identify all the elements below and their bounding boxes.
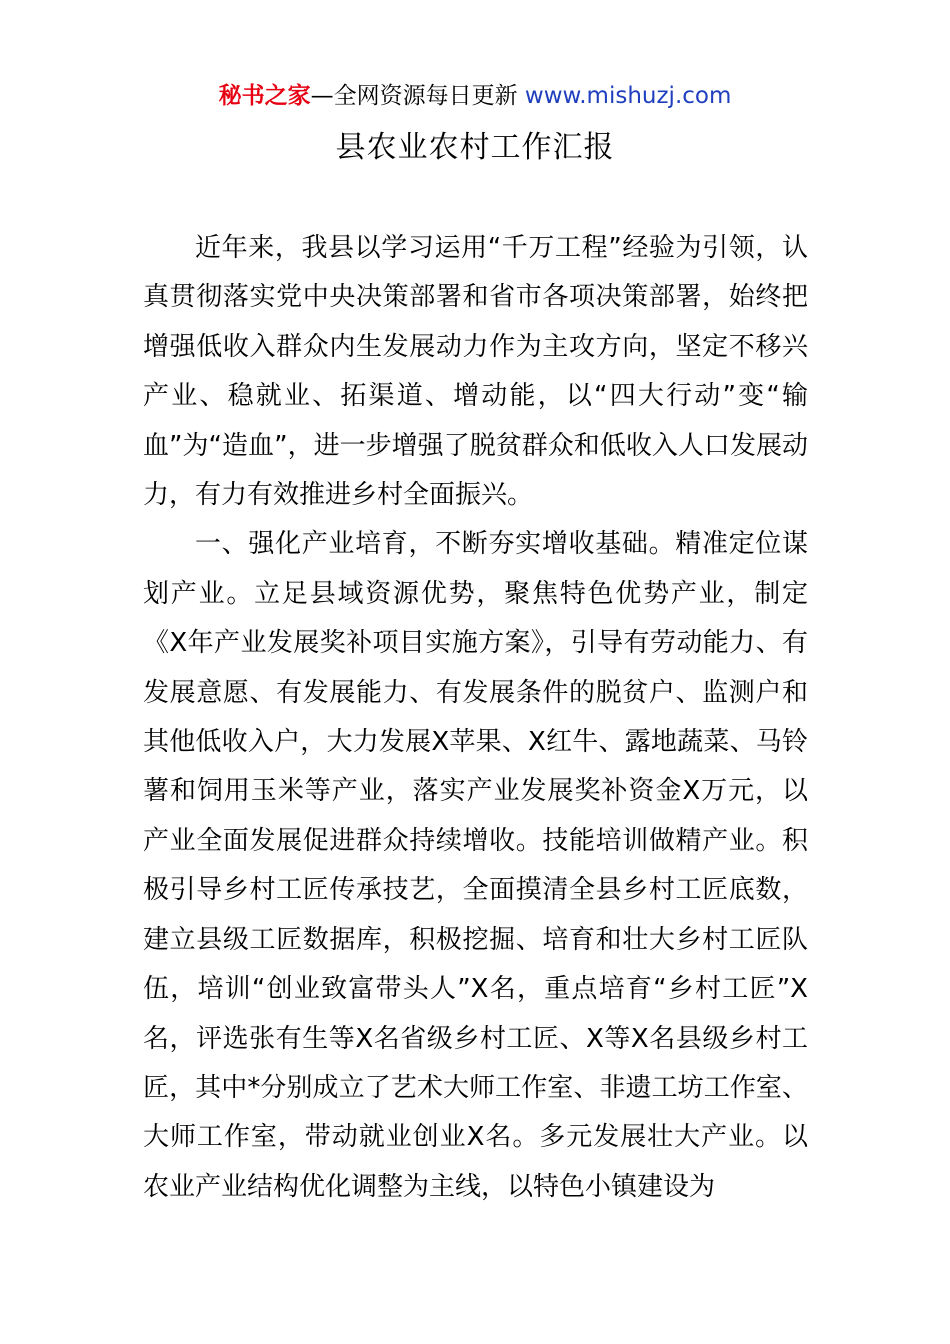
paragraph-intro: 近年来，我县以学习运用“千万工程”经验为引领，认真贯彻落实党中央决策部署和省市各项决策部署，始终把增强低收入群众内生发展动力作为主攻方向，坚定不移兴产业、稳就业、拓渠道、增动能，以“四大行动”变“输血”为“造血”，进一步增强了脱贫群众和低收入人口发展动力，有力有效推进乡村全面振兴。 (143, 233, 808, 511)
brand-name: 秘书之家 (218, 83, 311, 109)
site-url[interactable]: www.mishuzj.com (524, 83, 732, 109)
document-title: 县农业农村工作汇报 (335, 130, 615, 165)
site-banner (0, 80, 950, 112)
paragraph-section-1: 一、强化产业培育，不断夯实增收基础。精准定位谋划产业。立足县域资源优势，聚焦特色优势产业，制定《X年产业发展奖补项目实施方案》，引导有劳动能力、有发展意愿、有发展能力、有发展条件的脱贫户、监测户和其他低收入户，大力发展X苹果、X红牛、露地蔬菜、马铃薯和饲用玉米等产业，落实产业发展奖补资金X万元，以产业全面发展促进群众持续增收。技能培训做精产业。积极引导乡村工匠传承技艺，全面摸清全县乡村工匠底数，建立县级工匠数据库，积极挖掘、培育和壮大乡村工匠队伍，培训“创业致富带头人”X名，重点培育“乡村工匠”X名，评选张有生等X名省级乡村工匠、X等X名县级乡村工匠，其中*分别成立了艺术大师工作室、非遗工坊工作室、大师工作室，带动就业创业X名。多元发展壮大产业。以农业产业结构优化调整为主线，以特色小镇建设为 (143, 529, 808, 1202)
document-body (143, 224, 808, 1212)
banner-tagline: —全网资源每日更新 (310, 83, 525, 109)
